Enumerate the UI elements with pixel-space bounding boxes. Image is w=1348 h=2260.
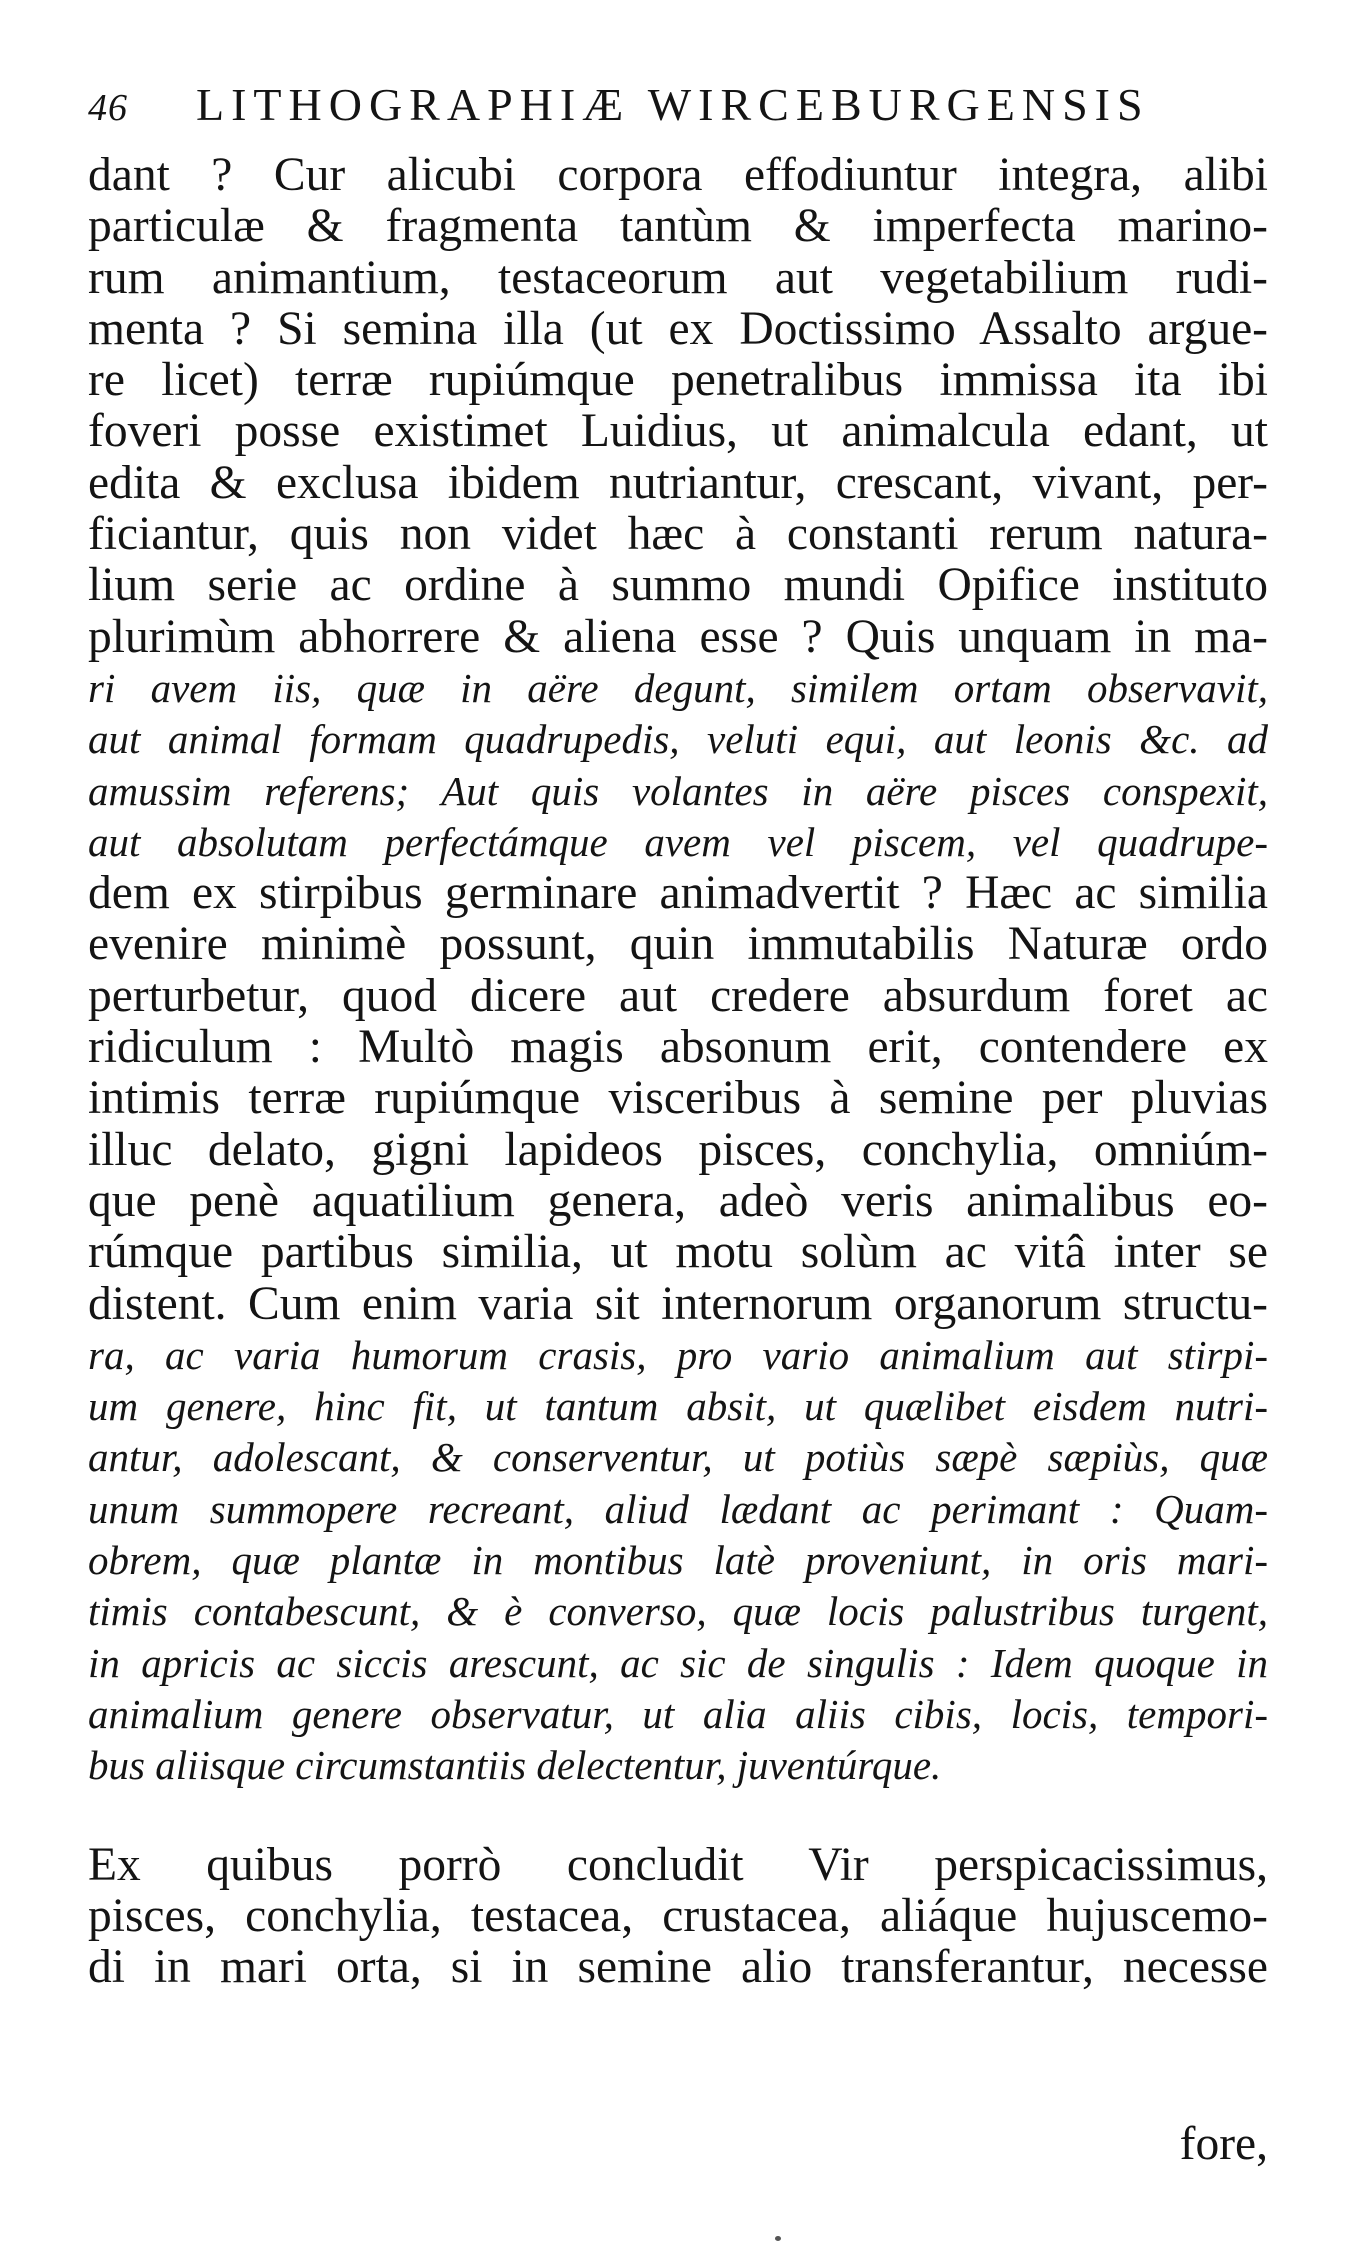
text-line: ficiantur, quis non videt hæc à constanti rerum natura- <box>88 508 1268 561</box>
text-line: di in mari orta, si in semine alio transferantur, necesse <box>88 1941 1268 1994</box>
text-line: evenire minimè possunt, quin immutabilis Naturæ ordo <box>88 918 1268 971</box>
catchword: fore, <box>1179 2118 1268 2170</box>
paragraph-1 <box>88 150 1268 1792</box>
text-line: particulæ & fragmenta tantùm & imperfecta marino- <box>88 200 1268 253</box>
text-line: dant ? Cur alicubi corpora effodiuntur integra, alibi <box>88 149 1268 201</box>
text-line: timis contabescunt, & è converso, quæ locis palustribus turgent, <box>88 1588 1268 1635</box>
page-number: 46 <box>88 87 128 129</box>
text-line: que penè aquatilium genera, adeò veris animalibus eo- <box>88 1174 1268 1227</box>
body-text <box>88 150 1268 1993</box>
text-line: lium serie ac ordine à summo mundi Opifice instituto <box>88 559 1268 612</box>
text-line: re licet) terræ rupiúmque penetralibus immissa ita ibi <box>88 354 1268 407</box>
print-speck <box>775 2236 781 2241</box>
text-line: pisces, conchylia, testacea, crustacea, aliáque hujuscemo- <box>88 1889 1268 1942</box>
text-line: dem ex stirpibus germinare animadvertit ? Hæc ac similia <box>88 867 1268 920</box>
page-header <box>88 78 1268 138</box>
text-line: in apricis ac siccis arescunt, ac sic de singulis : Idem quoque in <box>88 1639 1268 1686</box>
text-line: intimis terræ rupiúmque visceribus à semine per pluvias <box>88 1072 1268 1125</box>
text-line: rum animantium, testaceorum aut vegetabilium rudi- <box>88 251 1268 304</box>
paragraph-2 <box>88 1840 1268 1994</box>
text-line: obrem, quæ plantæ in montibus latè proveniunt, in oris mari- <box>88 1537 1268 1584</box>
text-line: plurimùm abhorrere & aliena esse ? Quis unquam in ma- <box>88 610 1268 663</box>
text-line: rúmque partibus similia, ut motu solùm ac vitâ inter se <box>88 1226 1268 1279</box>
text-line: edita & exclusa ibidem nutriantur, crescant, vivant, per- <box>88 456 1268 509</box>
paragraph-gap <box>88 1792 1268 1840</box>
text-line: ridiculum : Multò magis absonum erit, contendere ex <box>88 1021 1268 1074</box>
text-line: Ex quibus porrò concludit Vir perspicacissimus, <box>88 1838 1268 1891</box>
text-line: perturbetur, quod dicere aut credere absurdum foret ac <box>88 969 1268 1022</box>
text-line: distent. Cum enim varia sit internorum organorum structu- <box>88 1277 1268 1330</box>
text-line: ra, ac varia humorum crasis, pro vario animalium aut stirpi- <box>88 1331 1268 1378</box>
text-line: unum summopere recreant, aliud lædant ac perimant : Quam- <box>88 1485 1268 1532</box>
text-line: aut absolutam perfectámque avem vel piscem, vel quadrupe- <box>88 818 1268 865</box>
running-title: LITHOGRAPHIÆ WIRCEBURGENSIS <box>196 79 1150 130</box>
text-line: menta ? Si semina illa (ut ex Doctissimo Assalto argue- <box>88 302 1268 355</box>
text-line: um genere, hinc fit, ut tantum absit, ut quælibet eisdem nutri- <box>88 1383 1268 1430</box>
text-line: animalium genere observatur, ut alia aliis cibis, locis, tempori- <box>88 1690 1268 1737</box>
text-line: antur, adolescant, & conserventur, ut potiùs sæpè sæpiùs, quæ <box>88 1434 1268 1481</box>
text-line: ri avem iis, quæ in aëre degunt, similem ortam observavit, <box>88 664 1268 711</box>
text-line: illuc delato, gigni lapideos pisces, conchylia, omniúm- <box>88 1123 1268 1176</box>
text-line: aut animal formam quadrupedis, veluti equi, aut leonis &c. ad <box>88 716 1268 763</box>
text-line: foveri posse existimet Luidius, ut animalcula edant, ut <box>88 405 1268 458</box>
text-line: bus aliisque circumstantiis delectentur, juventúrque. <box>88 1742 942 1789</box>
text-line: amussim referens; Aut quis volantes in aëre pisces conspexit, <box>88 767 1268 814</box>
